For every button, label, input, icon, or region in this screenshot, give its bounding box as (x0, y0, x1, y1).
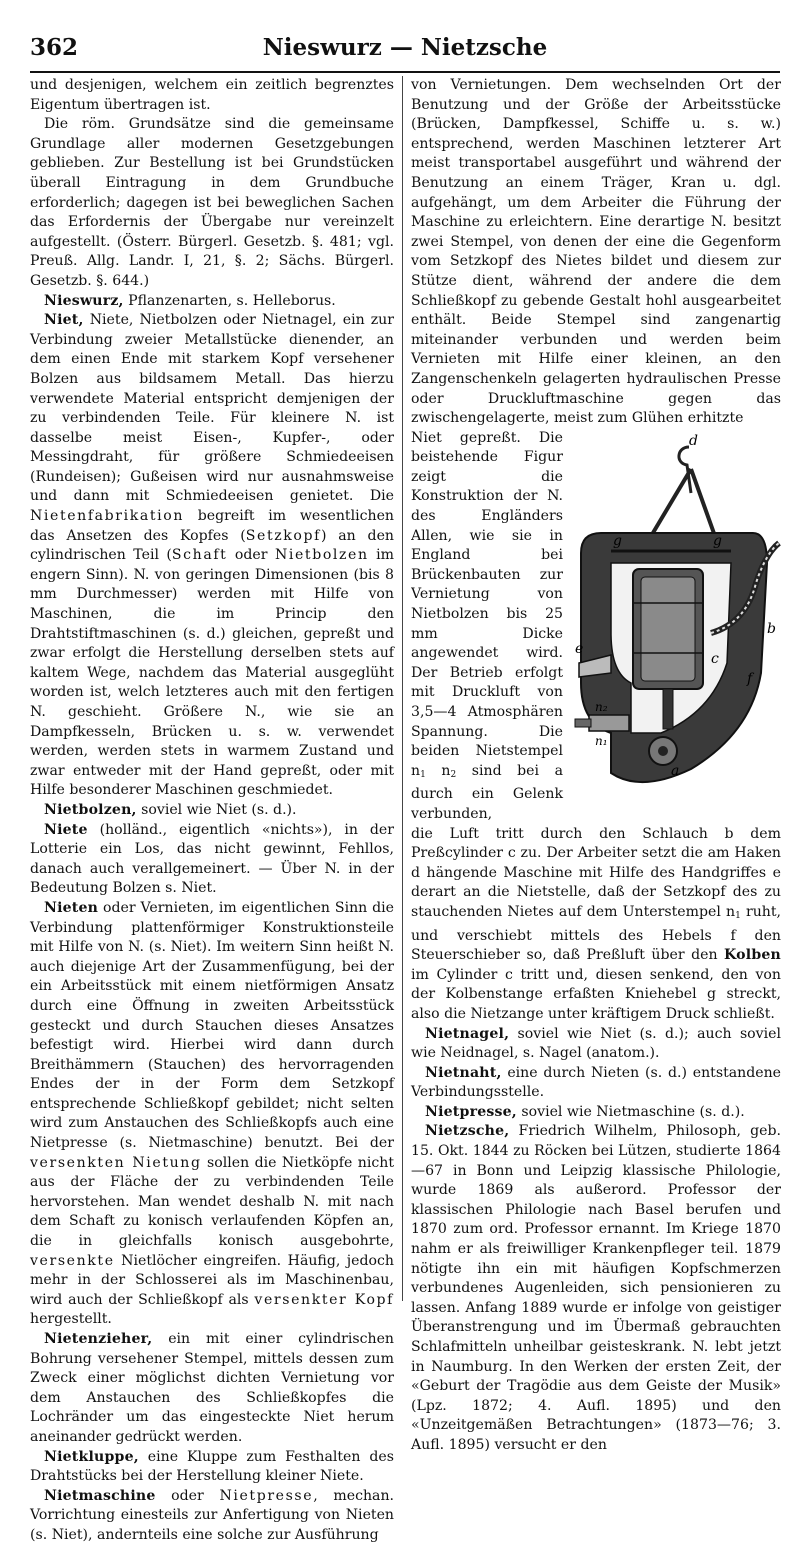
column-divider (402, 76, 403, 1301)
right-column (411, 76, 781, 1456)
entry-nieswurz (30, 292, 394, 312)
headword: Nieten (44, 899, 99, 916)
entry-text: sollen die Nietköpfe nicht aus der Fläche der zu verbindenden Teile hervorstehen. Man wendet deshalb N. mit nach dem Schaft zu konisch verlaufenden Köpfen an, die in gleichfalls konisch ausgebohrte, (30, 1154, 394, 1250)
entry-niete (30, 821, 394, 899)
headword: Nietkluppe, (44, 1448, 139, 1465)
label-f: f (747, 670, 753, 687)
headword: Nietenzieher, (44, 1331, 153, 1347)
entry-nietnagel (411, 1025, 781, 1064)
label-a: a (671, 762, 680, 779)
riveting-machine-figure (571, 433, 781, 797)
left-column (30, 76, 394, 1546)
riveting-machine-illustration (571, 433, 781, 797)
page-header (30, 34, 780, 70)
entry-text: eine durch Nieten (s. d.) entstandene Verbindungsstelle. (411, 1064, 781, 1101)
figure-wrap (411, 429, 781, 825)
entry-nietpresse (411, 1103, 781, 1123)
paragraph (411, 825, 781, 1025)
paragraph: Die röm. Grundsätze sind die gemeinsame Grundlage aller modernen Gesetzgebungen geblieben. Zur Bestellung ist bei Grundstücken überall Eintragung in dem Grundbuche erforderlich; dagegen ist bei beweglichen Sachen das Erfordernis der Übergabe nur vereinzelt aufgestellt. (Österr. Bürgerl. Gesetzb. §. 481; vgl. Preuß. Allg. Landr. I, 21, §. 2; Sächs. Bürgerl. Gesetzb. §. 644.) (30, 116, 394, 289)
entry-text: Pflanzenarten, s. Helleborus. (123, 292, 336, 309)
entry-nietenzieher (30, 1330, 394, 1448)
entry-nietmaschine (30, 1487, 394, 1546)
subscript: 1 (735, 910, 741, 921)
text: im Cylinder c tritt und, diesen senkend, den von der Kolbenstange erfaßten Kniehebel g streckt, also die Nietzange unter kräftigem Druck schließt. (411, 966, 781, 1022)
entry-text: oder (227, 547, 275, 564)
entry-nietbolzen (30, 801, 394, 821)
label-c: c (711, 650, 719, 667)
entry-text: oder (155, 1487, 220, 1504)
entry-text: Niete, Nietbolzen oder Nietnagel, ein zur Verbindung zweier Metallstücke dienender, an dem einen Ende mit starkem Kopf versehener Bolzen aus bildsamem Metall. Das hierzu verwendete Material entspricht demjenigen der zu verbindenden Teile. Für kleinere N. ist dasselbe meist Eisen-, Kupfer-, oder Messingdraht, für größere Schmiedeeisen (Rundeisen); Gußeisen wird nur ausnahmsweise und dann mit Schmiedeeisen genietet. Die (30, 312, 394, 505)
label-e: e (575, 640, 584, 657)
entry-text: Nietlöcher eingreifen. Häufig, jedoch mehr in der Schlosserei als im Maschinenbau, wird auch der Schließkopf als (30, 1252, 394, 1308)
entry-text: soviel wie Nietmaschine (s. d.). (516, 1103, 745, 1120)
text: n (425, 762, 451, 779)
running-head: Nieswurz — Nietzsche (262, 34, 548, 61)
entry-text: begreift im wesentlichen das Ansetzen des Kopfes ( (30, 508, 394, 544)
label-n2: n₂ (595, 699, 608, 714)
page-number: 362 (30, 34, 79, 61)
headword: Nietmaschine (44, 1487, 156, 1504)
text: Niet gepreßt. Die beistehende Figur zeigt die Konstruktion der N. des Engländers Allen, wie sie in England bei Brückenbauten zur Vernietung von Nietbolzen bis 25 mm Dicke angewendet wird. Der Betrieb erfolgt mit Druckluft von 3,5—4 Atmosphären Spannung. Die beiden Nietstempel n (411, 429, 563, 779)
entry-text: im engern Sinn). N. von geringen Dimensionen (bis 8 mm Durchmesser) werden mit Hilfe von Maschinen, die im Princip den Drahtstiftmaschinen (s. d.) gleichen, gepreßt und zwar erfolgt die Herstellung derselben stets auf kaltem Wege, nachdem das Material ausgeglüht worden ist, welch letzteres auch mit den fertigen N. geschieht. Größere N., wie sie an Dampfkesseln, Brücken u. s. w. verwendet werden, werden stets in warmem Zustand und zwar entweder mit der Hand gepreßt, oder mit Hilfe besonderer Maschinen geschmiedet. (30, 547, 394, 799)
spaced-term: Setzkopf (245, 527, 321, 544)
headword: Nietnagel, (425, 1025, 510, 1042)
spaced-term: versenkten Nietung (30, 1154, 202, 1171)
headword: Niet, (44, 312, 84, 329)
entry-text: hergestellt. (30, 1311, 112, 1328)
text: die Luft tritt durch den Schlauch b dem Preßcylinder c zu. Der Arbeiter setzt die am Haken d hängende Maschine mit Hilfe des Handgriffes e derart an die Nietstelle, daß der Setzkopf des zu stauchenden Nietes auf dem Unterstempel n (411, 825, 781, 920)
emphasis: Kolben (724, 947, 781, 964)
entry-text: , mechan. Vorrichtung einesteils zur Anfertigung von Nieten (s. Niet), andernteils eine solche zur Ausführung (30, 1487, 394, 1543)
headword: Nietbolzen, (44, 801, 137, 818)
entry-niet (30, 311, 394, 801)
headword: Nieswurz, (44, 292, 124, 309)
text: sind bei a durch ein Gelenk verbunden, (411, 762, 563, 822)
spaced-term: Nietenfabrikation (30, 508, 185, 525)
paragraph: von Vernietungen. Dem wechselnden Ort der Benutzung und der Größe der Arbeitsstücke (Brücken, Dampfkessel, Schiffe u. s. w.) entsprechend, werden Maschinen letzterer Art meist transportabel ausgeführt und während der Benutzung an einem Träger, Kran u. dgl. aufgehängt, um dem Arbeiter die Führung der Maschine zu erleichtern. Eine derartige N. besitzt zwei Stempel, von denen der eine die Gegenform vom Setzkopf des Nietes bildet und diesem zur Stütze dient, während der andere die dem Schließkopf zu gebende Gestalt hohl ausgearbeitet enthält. Beide Stempel sind zangenartig miteinander verbunden und werden beim Vernieten mit Hilfe einer kleinen, an den Zangenschenkeln gelagerten hydraulischen Presse oder Druckluftmaschine gegen das zwischengelagerte, meist zum Glühen erhitzte (411, 77, 781, 427)
entry-text: (holländ., eigentlich «nichts»), in der Lotterie ein Los, das nicht gewinnt, Fehllos, danach auch verallgemeinert. — Über N. in der Bedeutung Bolzen s. Niet. (30, 821, 394, 897)
subscript: 2 (450, 769, 457, 780)
entry-text: ) an den cylindrischen Teil ( (30, 527, 394, 564)
label-d: d (689, 432, 698, 449)
header-rule (30, 71, 780, 73)
label-g-right: g (713, 532, 722, 549)
entry-nietzsche (411, 1122, 781, 1455)
entry-text: Friedrich Wilhelm, Philosoph, geb. 15. Okt. 1844 zu Röcken bei Lützen, studierte 1864—67 in Bonn und Leipzig klassische Philologie, wurde 1869 als außerord. Professor der klassischen Philologie nach Basel berufen und 1870 zum ord. Professor ernannt. Im Kriege 1870 nahm er als freiwilliger Krankenpfleger teil. 1879 nötigte ihn ein mit häufigen Kopfschmerzen verbundenes Augenleiden, sich pensionieren zu lassen. Anfang 1889 wurde er infolge von geistiger Überanstrengung und im Übermaß gebrauchten Schlafmitteln unheilbar geisteskrank. N. lebt jetzt in Naumburg. In den Werken der ersten Zeit, der «Geburt der Tragödie aus dem Geiste der Musik» (Lpz. 1872; 4. Aufl. 1895) und den «Unzeitgemäßen Betrachtungen» (1873—76; 3. Aufl. 1895) versucht er den (411, 1123, 781, 1453)
entry-text: ein mit einer cylindrischen Bohrung versehener Stempel, mittels dessen zum Zweck einer möglichst dichten Vernietung vor dem Anstauchen des Schließkopfes die Lochränder um das eingesteckte Niet herum aneinander gedrückt werden. (30, 1331, 394, 1445)
spaced-term: Schaft (171, 547, 228, 564)
label-b: b (767, 620, 776, 637)
label-n1: n₁ (595, 733, 608, 748)
headword: Niete (44, 821, 88, 838)
entry-text: eine Kluppe zum Festhalten des Drahtstücks bei der Herstellung kleiner Niete. (30, 1448, 394, 1485)
entry-nietkluppe (30, 1448, 394, 1487)
headword: Nietnaht, (425, 1064, 502, 1081)
entry-nieten (30, 899, 394, 1330)
text: ruht, und verschiebt mittels des Hebels f den Steuerschieber so, daß Preßluft über den (411, 903, 781, 964)
entry-text: soviel wie Niet (s. d.); auch soviel wie Neidnagel, s. Nagel (anatom.). (411, 1025, 781, 1062)
label-g: g (613, 532, 622, 549)
spaced-term: versenkte (30, 1252, 115, 1269)
entry-text: oder Vernieten, im eigentlichen Sinn die Verbindung plattenförmiger Konstruktionsteile mit Hilfe von N. (s. Niet). Im weitern Sinn heißt N. auch diejenige Art der Zusammenfügung, bei der ein Arbeitsstück mit einem nietförmigen Ansatz durch eine Öffnung in zweiten Arbeitsstück gesteckt und durch Stauchen dieses Ansatzes befestigt wird. Hierbei wird dann durch Breithämmern (Stauchen) des hervorragenden Endes der in der Form dem Setzkopf entsprechende Schließkopf gebildet; nicht selten wird zum Anstauchen des Schließkopfs auch eine Nietpresse (s. Nietmaschine) benutzt. Bei der (30, 899, 394, 1152)
spaced-term: Nietbolzen (274, 547, 369, 564)
entry-nietnaht (411, 1064, 781, 1103)
subscript: 1 (420, 769, 426, 780)
spaced-term: Nietpresse (219, 1487, 314, 1504)
headword: Nietpresse, (425, 1103, 517, 1120)
paragraph: und desjenigen, welchem ein zeitlich begrenztes Eigentum übertragen ist. (30, 77, 394, 113)
entry-text: soviel wie Niet (s. d.). (136, 801, 297, 818)
spaced-term: versenkter Kopf (254, 1291, 394, 1308)
headword: Nietzsche, (425, 1123, 510, 1140)
